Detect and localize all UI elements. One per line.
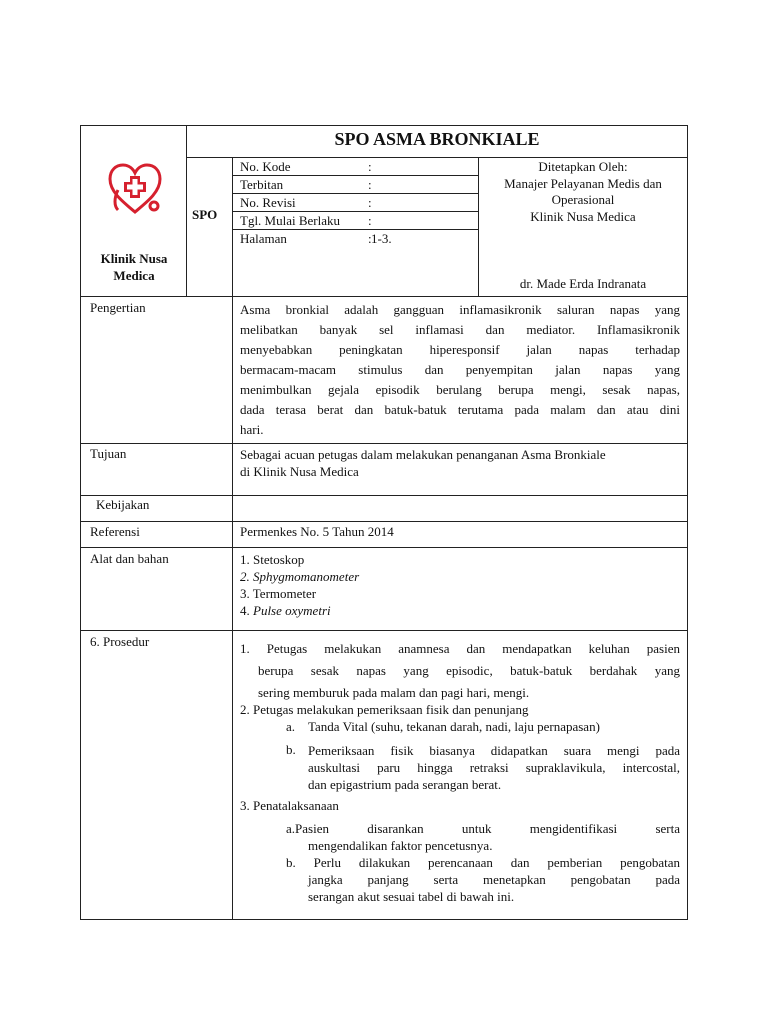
text-line: menimbulkan gejala episodik berulang berupa mengi, sesak napas, bbox=[240, 382, 680, 397]
field-label: Terbitan bbox=[240, 177, 284, 192]
table-border-left bbox=[80, 125, 81, 920]
table-border-right bbox=[687, 125, 688, 920]
header-logo-divider bbox=[186, 125, 187, 296]
row-divider bbox=[80, 296, 688, 297]
field-separator: : bbox=[368, 213, 372, 228]
text-line: Asma bronkial adalah gangguan inflamasikronik saluran napas yang bbox=[240, 302, 680, 317]
text-line: jangka panjang serta menetapkan pengobatan pada bbox=[308, 872, 680, 887]
text-line: menyebabkan peningkatan hiperesponsif jalan napas terhadap bbox=[240, 342, 680, 357]
field-underline bbox=[232, 211, 478, 212]
approval-line: Manajer Pelayanan Medis dan bbox=[504, 175, 662, 191]
section-label-tujuan: Tujuan bbox=[90, 446, 127, 461]
text-line: Sebagai acuan petugas dalam melakukan penanganan Asma Bronkiale bbox=[240, 447, 606, 462]
field-separator: : bbox=[368, 231, 372, 246]
row-divider bbox=[80, 630, 688, 631]
row-divider bbox=[80, 443, 688, 444]
list-item: 4. Pulse oxymetri bbox=[240, 603, 331, 618]
section-label-prosedur: 6. Prosedur bbox=[90, 634, 150, 649]
step-2b-marker: b. bbox=[286, 742, 296, 757]
tujuan-text bbox=[240, 446, 680, 480]
list-item: 2. Sphygmomanometer bbox=[240, 569, 360, 584]
text-line: 1. Petugas melakukan anamnesa dan mendapatkan keluhan pasien bbox=[240, 641, 680, 656]
section-label-referensi: Referensi bbox=[90, 524, 140, 539]
field-separator: : bbox=[368, 195, 372, 210]
row-divider bbox=[80, 547, 688, 548]
field-separator: : bbox=[368, 177, 372, 192]
text-line: a.Pasien disarankan untuk mengidentifikasi serta bbox=[286, 821, 680, 836]
text-line: serangan akut sesuai tabel di bawah ini. bbox=[308, 889, 515, 904]
step-2a-text: Tanda Vital (suhu, tekanan darah, nadi, laju pernapasan) bbox=[308, 719, 600, 734]
list-item: 1. Stetoskop bbox=[240, 552, 305, 567]
alat-list bbox=[240, 551, 680, 619]
approval-block bbox=[479, 159, 687, 225]
field-label: Halaman bbox=[240, 231, 287, 246]
section-label-alat: Alat dan bahan bbox=[90, 551, 169, 566]
table-border-top bbox=[80, 125, 688, 126]
text-line: sering memburuk pada malam dan pagi hari, mengi. bbox=[258, 685, 530, 700]
prosedur-step-3: 3. Penatalaksanaan bbox=[240, 798, 339, 813]
text-line: auskultasi paru hingga retraksi supraklavikula, intercostal, bbox=[308, 760, 680, 775]
approval-line: Klinik Nusa Medica bbox=[530, 208, 636, 224]
text-line: hari. bbox=[240, 422, 264, 437]
approval-signer: dr. Made Erda Indranata bbox=[519, 276, 647, 291]
text-line: mengendalikan faktor pencetusnya. bbox=[308, 838, 493, 853]
field-separator: : bbox=[368, 159, 372, 174]
row-divider bbox=[80, 495, 688, 496]
table-border-bottom bbox=[80, 919, 688, 920]
section-label-kebijakan: Kebijakan bbox=[96, 497, 150, 512]
text-line: dada terasa berat dan batuk-batuk terutama pada malam dan atau dini bbox=[240, 402, 680, 417]
section-label-pengertian: Pengertian bbox=[90, 300, 146, 315]
referensi-value: Permenkes No. 5 Tahun 2014 bbox=[240, 524, 394, 539]
field-underline bbox=[232, 193, 478, 194]
spo-label: SPO bbox=[192, 207, 218, 222]
text-line: bermacam-macam stimulus dan penyempitan jalan napas yang bbox=[240, 362, 680, 377]
prosedur-step-2: 2. Petugas melakukan pemeriksaan fisik dan penunjang bbox=[240, 702, 529, 717]
text-line: dan epigastrium pada serangan berat. bbox=[308, 777, 502, 792]
text-line: Pemeriksaan fisik biasanya didapatkan suara mengi pada bbox=[308, 743, 680, 758]
field-label: No. Revisi bbox=[240, 195, 296, 210]
field-label: No. Kode bbox=[240, 159, 291, 174]
text-line: di Klinik Nusa Medica bbox=[240, 464, 359, 479]
field-label: Tgl. Mulai Berlaku bbox=[240, 213, 341, 228]
pengertian-text bbox=[240, 300, 680, 440]
field-value: 1-3. bbox=[371, 231, 392, 246]
spo-fields-divider bbox=[232, 157, 233, 920]
clinic-heart-logo-icon bbox=[104, 160, 166, 216]
step-2b-text bbox=[308, 742, 680, 793]
title-row-divider bbox=[186, 157, 688, 158]
list-item: 3. Termometer bbox=[240, 586, 317, 601]
text-line: b. Perlu dilakukan perencanaan dan pemberian pengobatan bbox=[286, 855, 680, 870]
document-title: SPO ASMA BRONKIALE bbox=[334, 129, 540, 149]
step-2a-marker: a. bbox=[286, 719, 296, 734]
clinic-name: Klinik Nusa Medica bbox=[100, 251, 168, 283]
step-3b bbox=[286, 854, 680, 905]
text-line: berupa sesak napas yang episodic, batuk-batuk berdahak yang bbox=[258, 663, 680, 678]
row-divider bbox=[80, 521, 688, 522]
field-underline bbox=[232, 229, 478, 230]
step-3a bbox=[286, 820, 680, 854]
approval-line: Ditetapkan Oleh: bbox=[538, 159, 628, 174]
field-underline bbox=[232, 175, 478, 176]
prosedur-step-1 bbox=[240, 638, 680, 704]
text-line: melibatkan banyak sel inflamasi dan mediator. Inflamasikronik bbox=[240, 322, 680, 337]
approval-line: Operasional bbox=[551, 192, 615, 207]
